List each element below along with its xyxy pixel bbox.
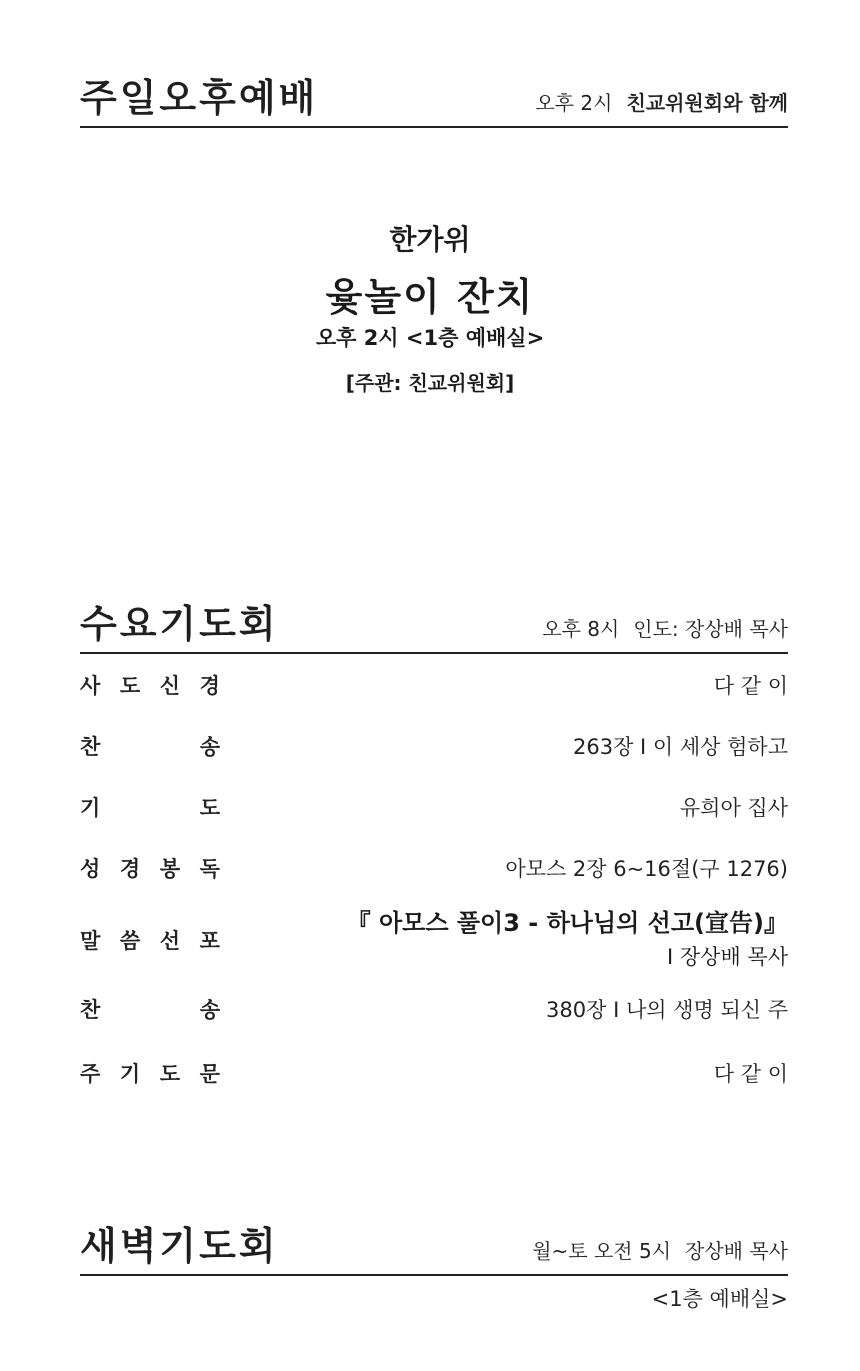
event-time-place: 오후 2시 <1층 예배실> bbox=[315, 326, 545, 350]
dawn-service-meta bbox=[532, 1235, 788, 1264]
order-label: 찬 송 bbox=[80, 998, 220, 1022]
dawn-service-leader: 장상배 목사 bbox=[685, 1239, 788, 1263]
event-organizer: [주관: 친교위원회] bbox=[345, 371, 515, 395]
sunday-service-header bbox=[80, 66, 788, 128]
order-value: 유희아 집사 bbox=[679, 796, 788, 820]
wednesday-service-title: 수요기도회 bbox=[80, 602, 279, 646]
order-row-lords-prayer bbox=[80, 1052, 788, 1092]
dawn-service-place: <1층 예배실> bbox=[651, 1287, 788, 1311]
order-row-scripture bbox=[80, 847, 788, 887]
order-value: 380장 I 나의 생명 되신 주 bbox=[546, 998, 788, 1022]
event-subtitle: 한가위 bbox=[389, 223, 471, 256]
order-value: 아모스 2장 6~16절(구 1276) bbox=[505, 857, 788, 881]
order-row-prayer bbox=[80, 786, 788, 826]
dawn-service-time: 월~토 오전 5시 bbox=[532, 1239, 672, 1263]
order-label: 말 씀 선 포 bbox=[80, 929, 220, 953]
wednesday-service-time: 오후 8시 bbox=[542, 617, 620, 641]
order-label: 주 기 도 문 bbox=[80, 1062, 220, 1086]
sunday-service-with: 친교위원회와 함께 bbox=[626, 91, 788, 115]
order-row-creed bbox=[80, 664, 788, 704]
order-row-hymn-2 bbox=[80, 988, 788, 1028]
order-value: 263장 I 이 세상 험하고 bbox=[573, 735, 788, 759]
order-label: 찬 송 bbox=[80, 735, 220, 759]
sunday-service-time: 오후 2시 bbox=[535, 91, 613, 115]
wednesday-service-header bbox=[80, 592, 788, 654]
sunday-service-meta bbox=[535, 87, 788, 116]
order-value: 다 같 이 bbox=[713, 1062, 788, 1086]
order-row-hymn-1 bbox=[80, 725, 788, 765]
wednesday-service-meta bbox=[542, 613, 788, 642]
event-title: 윷놀이 잔치 bbox=[325, 275, 535, 319]
order-label: 기 도 bbox=[80, 796, 220, 820]
wednesday-service-leader: 인도: 장상배 목사 bbox=[633, 617, 788, 641]
sermon-title: 『 아모스 풀이3 - 하나님의 선고(宣告)』 bbox=[346, 909, 788, 937]
dawn-service-header bbox=[80, 1214, 788, 1276]
order-label: 사 도 신 경 bbox=[80, 674, 220, 698]
dawn-service-title: 새벽기도회 bbox=[80, 1224, 279, 1268]
order-label: 성 경 봉 독 bbox=[80, 857, 220, 881]
order-value: 다 같 이 bbox=[713, 674, 788, 698]
order-row-sermon bbox=[80, 903, 788, 973]
sunday-service-title: 주일오후예배 bbox=[80, 76, 319, 120]
sermon-preacher: I 장상배 목사 bbox=[667, 945, 788, 969]
